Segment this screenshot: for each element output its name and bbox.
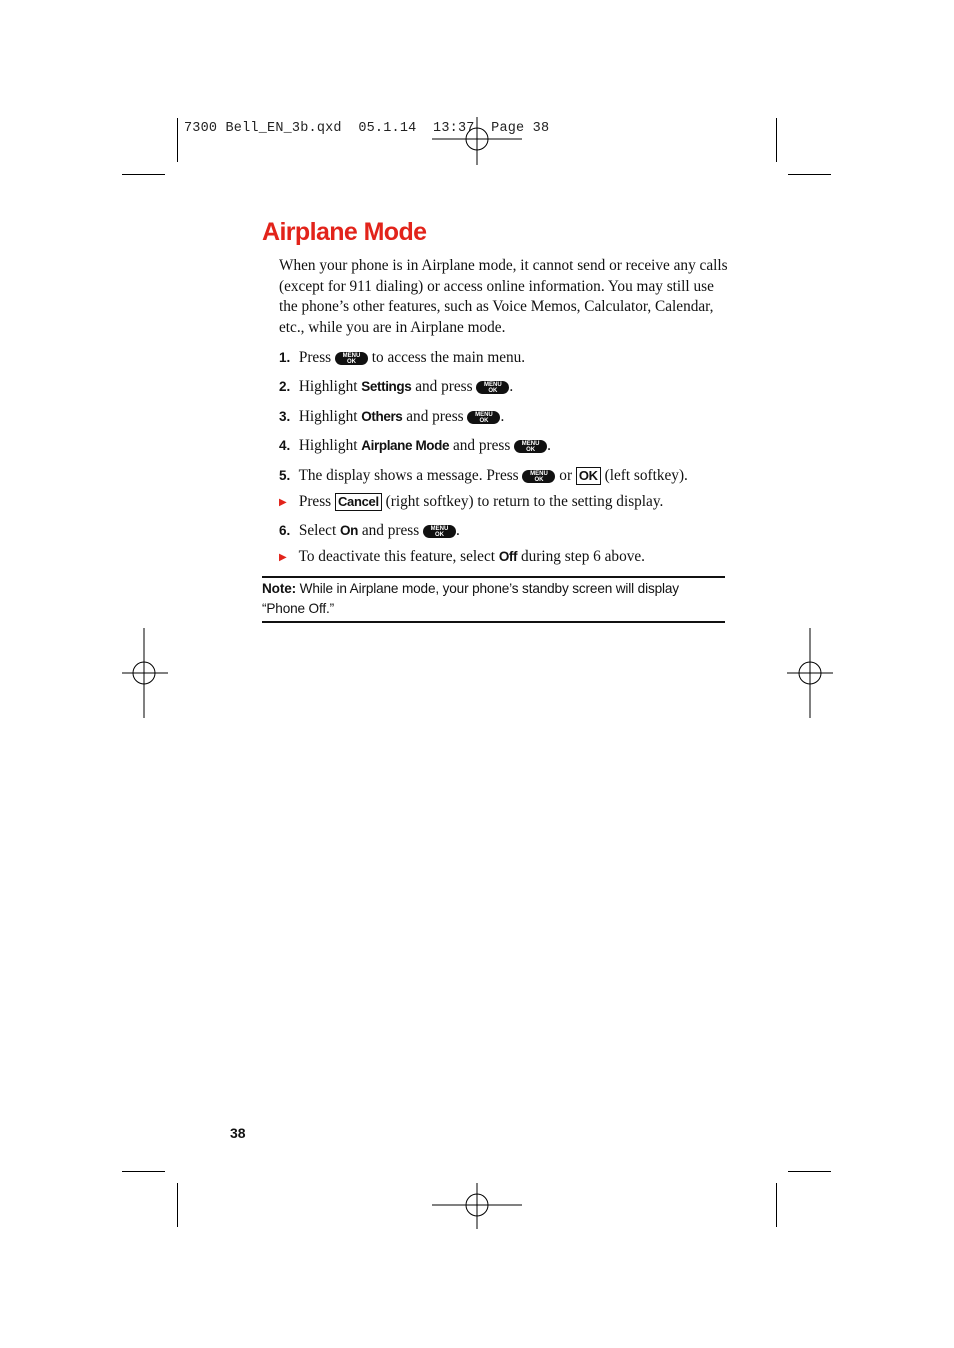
step-text: . [500,408,505,425]
crop-mark [776,118,777,162]
page-title: Airplane Mode [262,218,427,246]
registration-mark-icon [122,628,168,718]
menu-ok-key-icon: MENU OK [522,470,555,483]
step-3 [279,407,504,427]
step-number: 1. [279,350,291,365]
step-number: 6. [279,523,291,538]
step-text: Highlight [298,408,358,425]
crop-mark [122,174,165,175]
crop-mark [788,1171,831,1172]
note [262,579,725,618]
intro-paragraph: When your phone is in Airplane mode, it cannot send or receive any calls (except for 911 dialing) or access online information. You may still use the phone’s other features, such as Voice Memos, Calculator, Calendar, etc., while you are in Airplane mode. [279,257,728,336]
step-text: . [509,378,514,395]
file-slug: 7300 Bell_EN_3b.qxd 05.1.14 13:37 Page 38 [184,121,550,136]
note-text: While in Airplane mode, your phone’s standby screen will display “Phone Off.” [262,581,679,616]
menu-ok-key-icon: MENU OK [335,352,368,365]
menu-keyword: Others [361,409,403,424]
step-text: Press [298,493,332,510]
step-number: 3. [279,409,291,424]
step-text: Highlight [298,378,358,395]
step-number: 2. [279,379,291,394]
menu-keyword: Airplane Mode [361,438,450,453]
step-text: and press [415,378,473,395]
step-text: and press [406,408,464,425]
step-text: (right softkey) to return to the setting display. [385,493,664,510]
crop-mark [177,1183,178,1227]
step-text: Highlight [298,437,358,454]
step-text: The display shows a message. Press [298,467,519,484]
tip-deactivate [279,547,645,567]
step-text: Select [298,522,337,539]
step-text: to access the main menu. [371,349,526,366]
softkey-ok: OK [576,467,601,485]
menu-ok-key-icon: MENU OK [514,440,547,453]
step-text: Press [298,349,332,366]
menu-keyword: On [340,523,358,538]
page-number: 38 [230,1125,246,1141]
menu-ok-key-icon: MENU OK [423,525,456,538]
crop-mark [177,118,178,162]
registration-mark-icon [432,1183,522,1229]
step-number: 5. [279,468,291,483]
crop-mark [122,1171,165,1172]
step-text: . [547,437,551,454]
crop-mark [788,174,831,175]
registration-mark-icon [432,117,522,165]
menu-ok-key-icon: MENU OK [467,411,500,424]
step-6 [279,521,460,541]
note-divider [262,621,725,623]
step-text: To deactivate this feature, select [298,548,495,565]
step-text: and press [452,437,511,454]
note-label: Note: [262,581,296,596]
arrow-bullet-icon: ▶ [279,552,287,563]
arrow-bullet-icon: ▶ [279,497,287,508]
step-text: . [456,522,460,539]
step-text: during step 6 above. [520,548,645,565]
step-text: (left softkey). [604,467,688,484]
menu-keyword: Settings [361,379,412,394]
menu-keyword: Off [498,549,518,564]
step-text: and press [361,522,420,539]
step-number: 4. [279,438,291,453]
step-text: or [559,467,573,484]
step-5 [279,466,688,486]
softkey-cancel: Cancel [335,493,382,511]
step-4 [279,436,551,456]
crop-mark [776,1183,777,1227]
step-2 [279,377,513,397]
step-1 [279,348,525,368]
menu-ok-key-icon: MENU OK [476,381,509,394]
note-divider [262,576,725,578]
tip-cancel [279,492,663,512]
registration-mark-icon [787,628,833,718]
